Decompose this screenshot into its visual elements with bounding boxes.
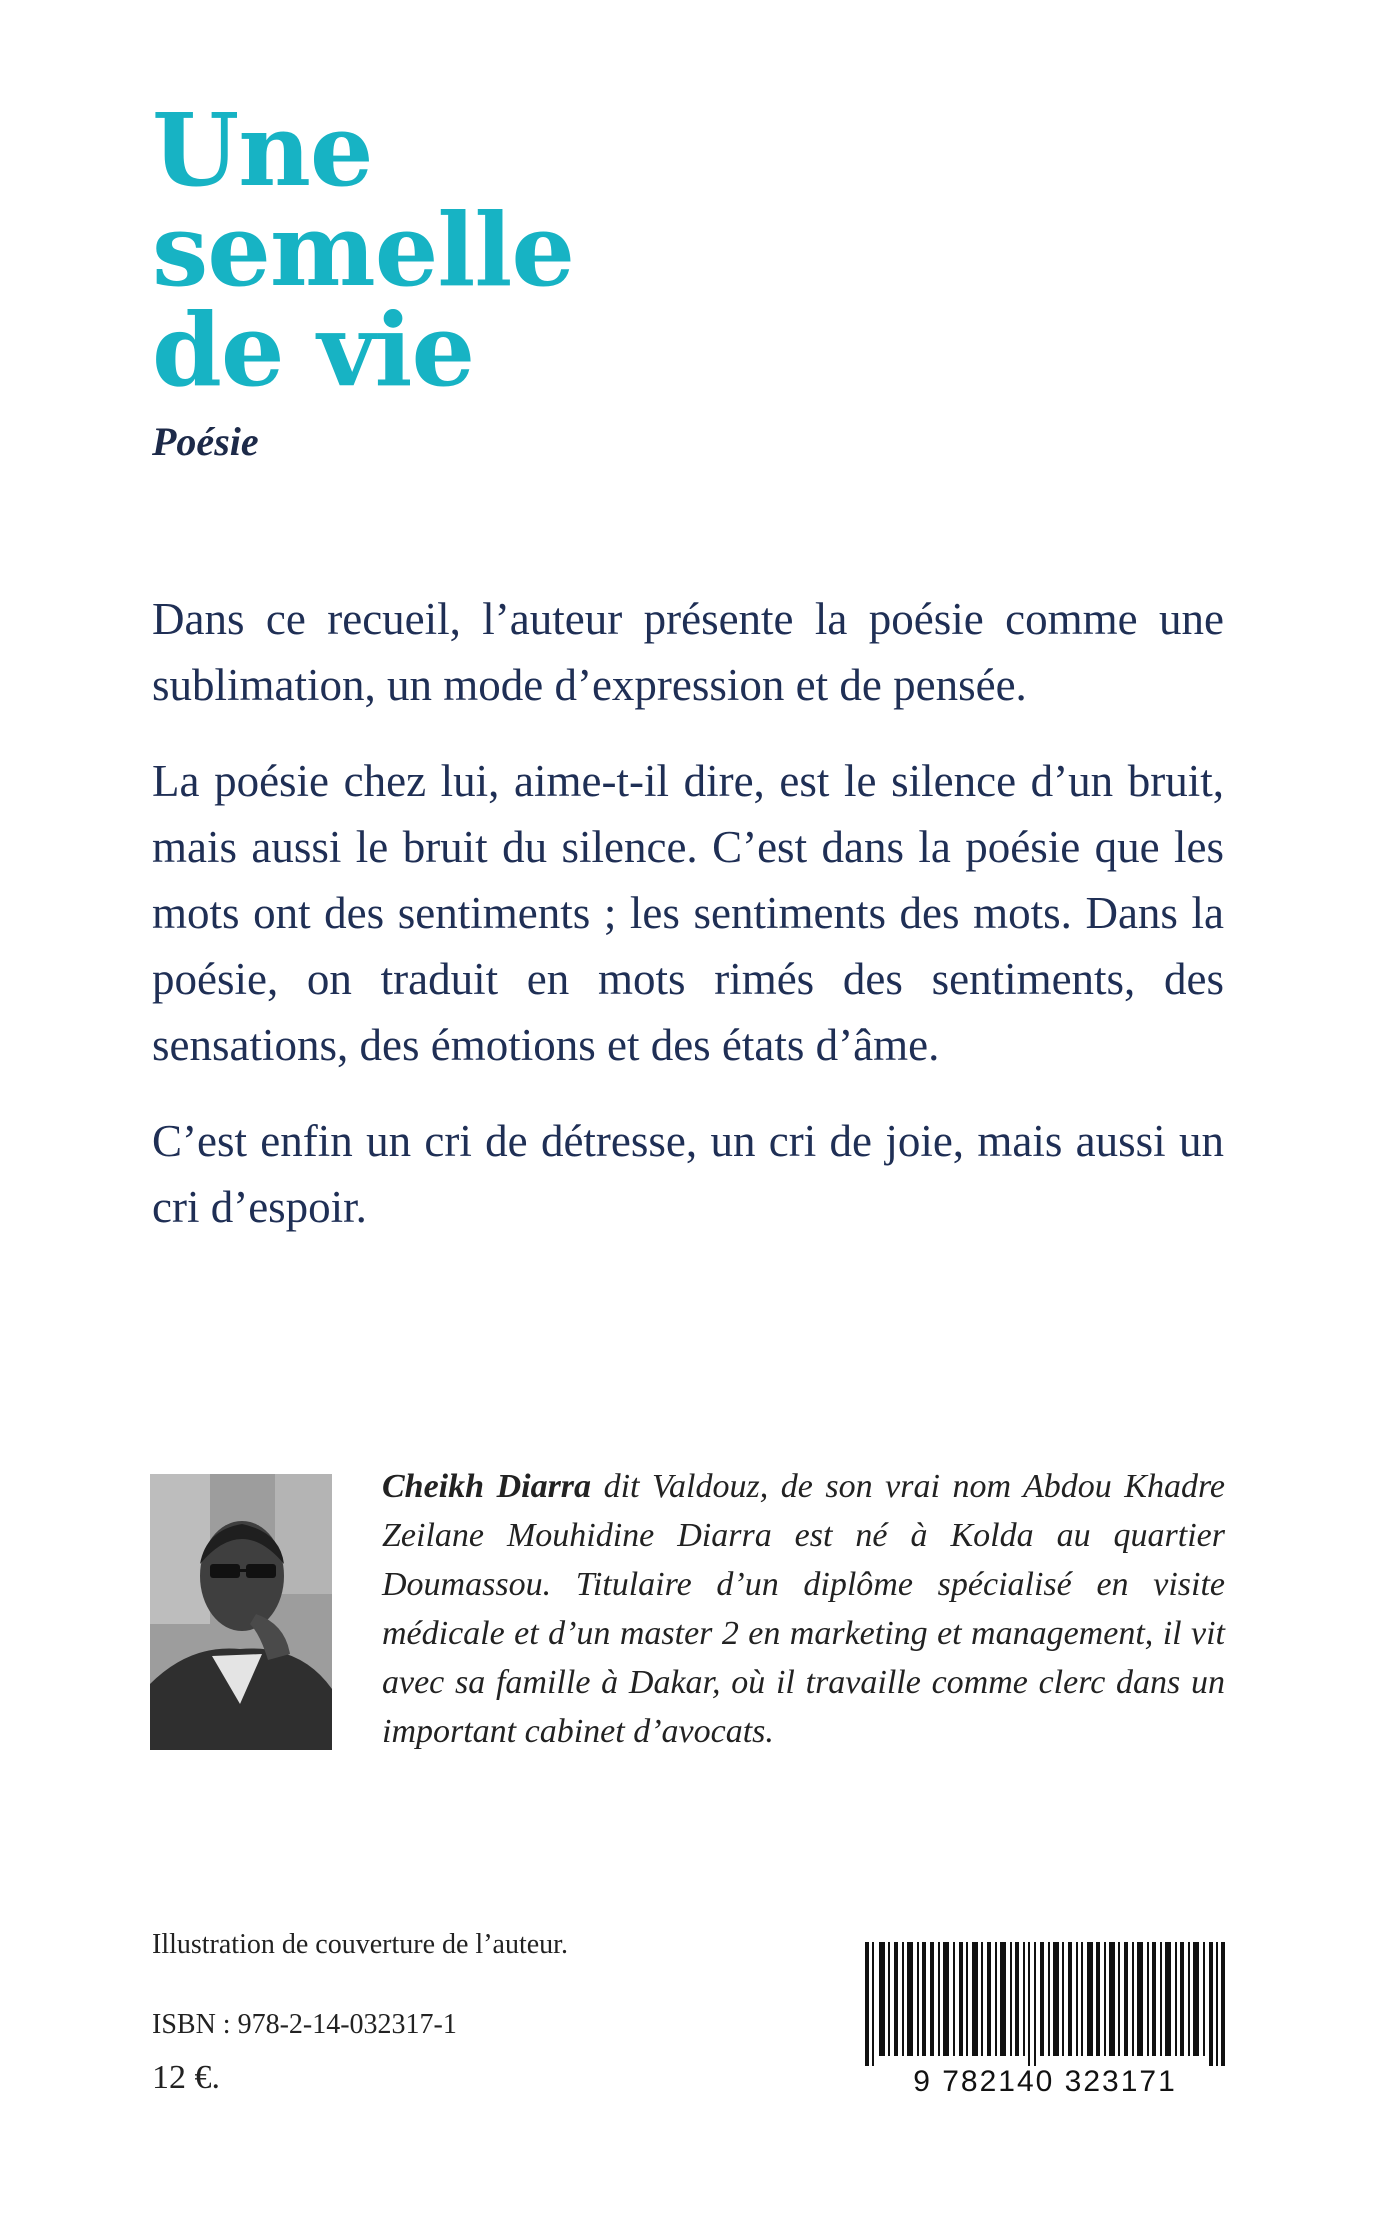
title-line-3: de vie — [152, 291, 475, 409]
cover-illustration-credit: Illustration de couverture de l’auteur. — [152, 1929, 568, 1960]
back-cover-blurb — [152, 586, 1224, 1270]
isbn-barcode — [865, 1942, 1225, 2102]
blurb-paragraph-1: Dans ce recueil, l’auteur présente la poésie comme une sublimation, un mode d’expression et de pensée. — [152, 594, 1224, 710]
author-bio — [382, 1462, 1225, 1756]
barcode-digits: 9 782140 323171 — [913, 2065, 1177, 2098]
author-photo — [150, 1474, 332, 1750]
genre-label: Poésie — [152, 419, 259, 464]
blurb-paragraph-2: La poésie chez lui, aime-t-il dire, est le silence d’un bruit, mais aussi le bruit du silence. C’est dans la poésie que les mots ont des sentiments ; les sentiments des mots. Dans la poésie, on traduit en mots rimés des sentiments, des sensations, des émotions et des états d’âme. — [152, 756, 1224, 1070]
title-line-2: semelle — [152, 191, 574, 309]
author-bio-text: dit Valdouz, de son vrai nom Abdou Khadre Zeilane Mouhidine Diarra est né à Kolda au quartier Doumassou. Titulaire d’un diplôme spécialisé en visite médicale et d’un master 2 en marketing et management, il vit avec sa famille à Dakar, où il travaille comme clerc dans un important cabinet d’avocats. — [382, 1468, 1226, 1750]
title-line-1: Une — [152, 91, 373, 209]
book-title — [152, 91, 574, 409]
isbn-label: ISBN : 978-2-14-032317-1 — [152, 2009, 457, 2040]
blurb-paragraph-3: C’est enfin un cri de détresse, un cri de joie, mais aussi un cri d’espoir. — [152, 1116, 1224, 1232]
barcode-bars — [865, 1942, 1225, 2066]
price-label: 12 €. — [152, 2059, 220, 2096]
author-name: Cheikh Diarra — [382, 1468, 592, 1505]
